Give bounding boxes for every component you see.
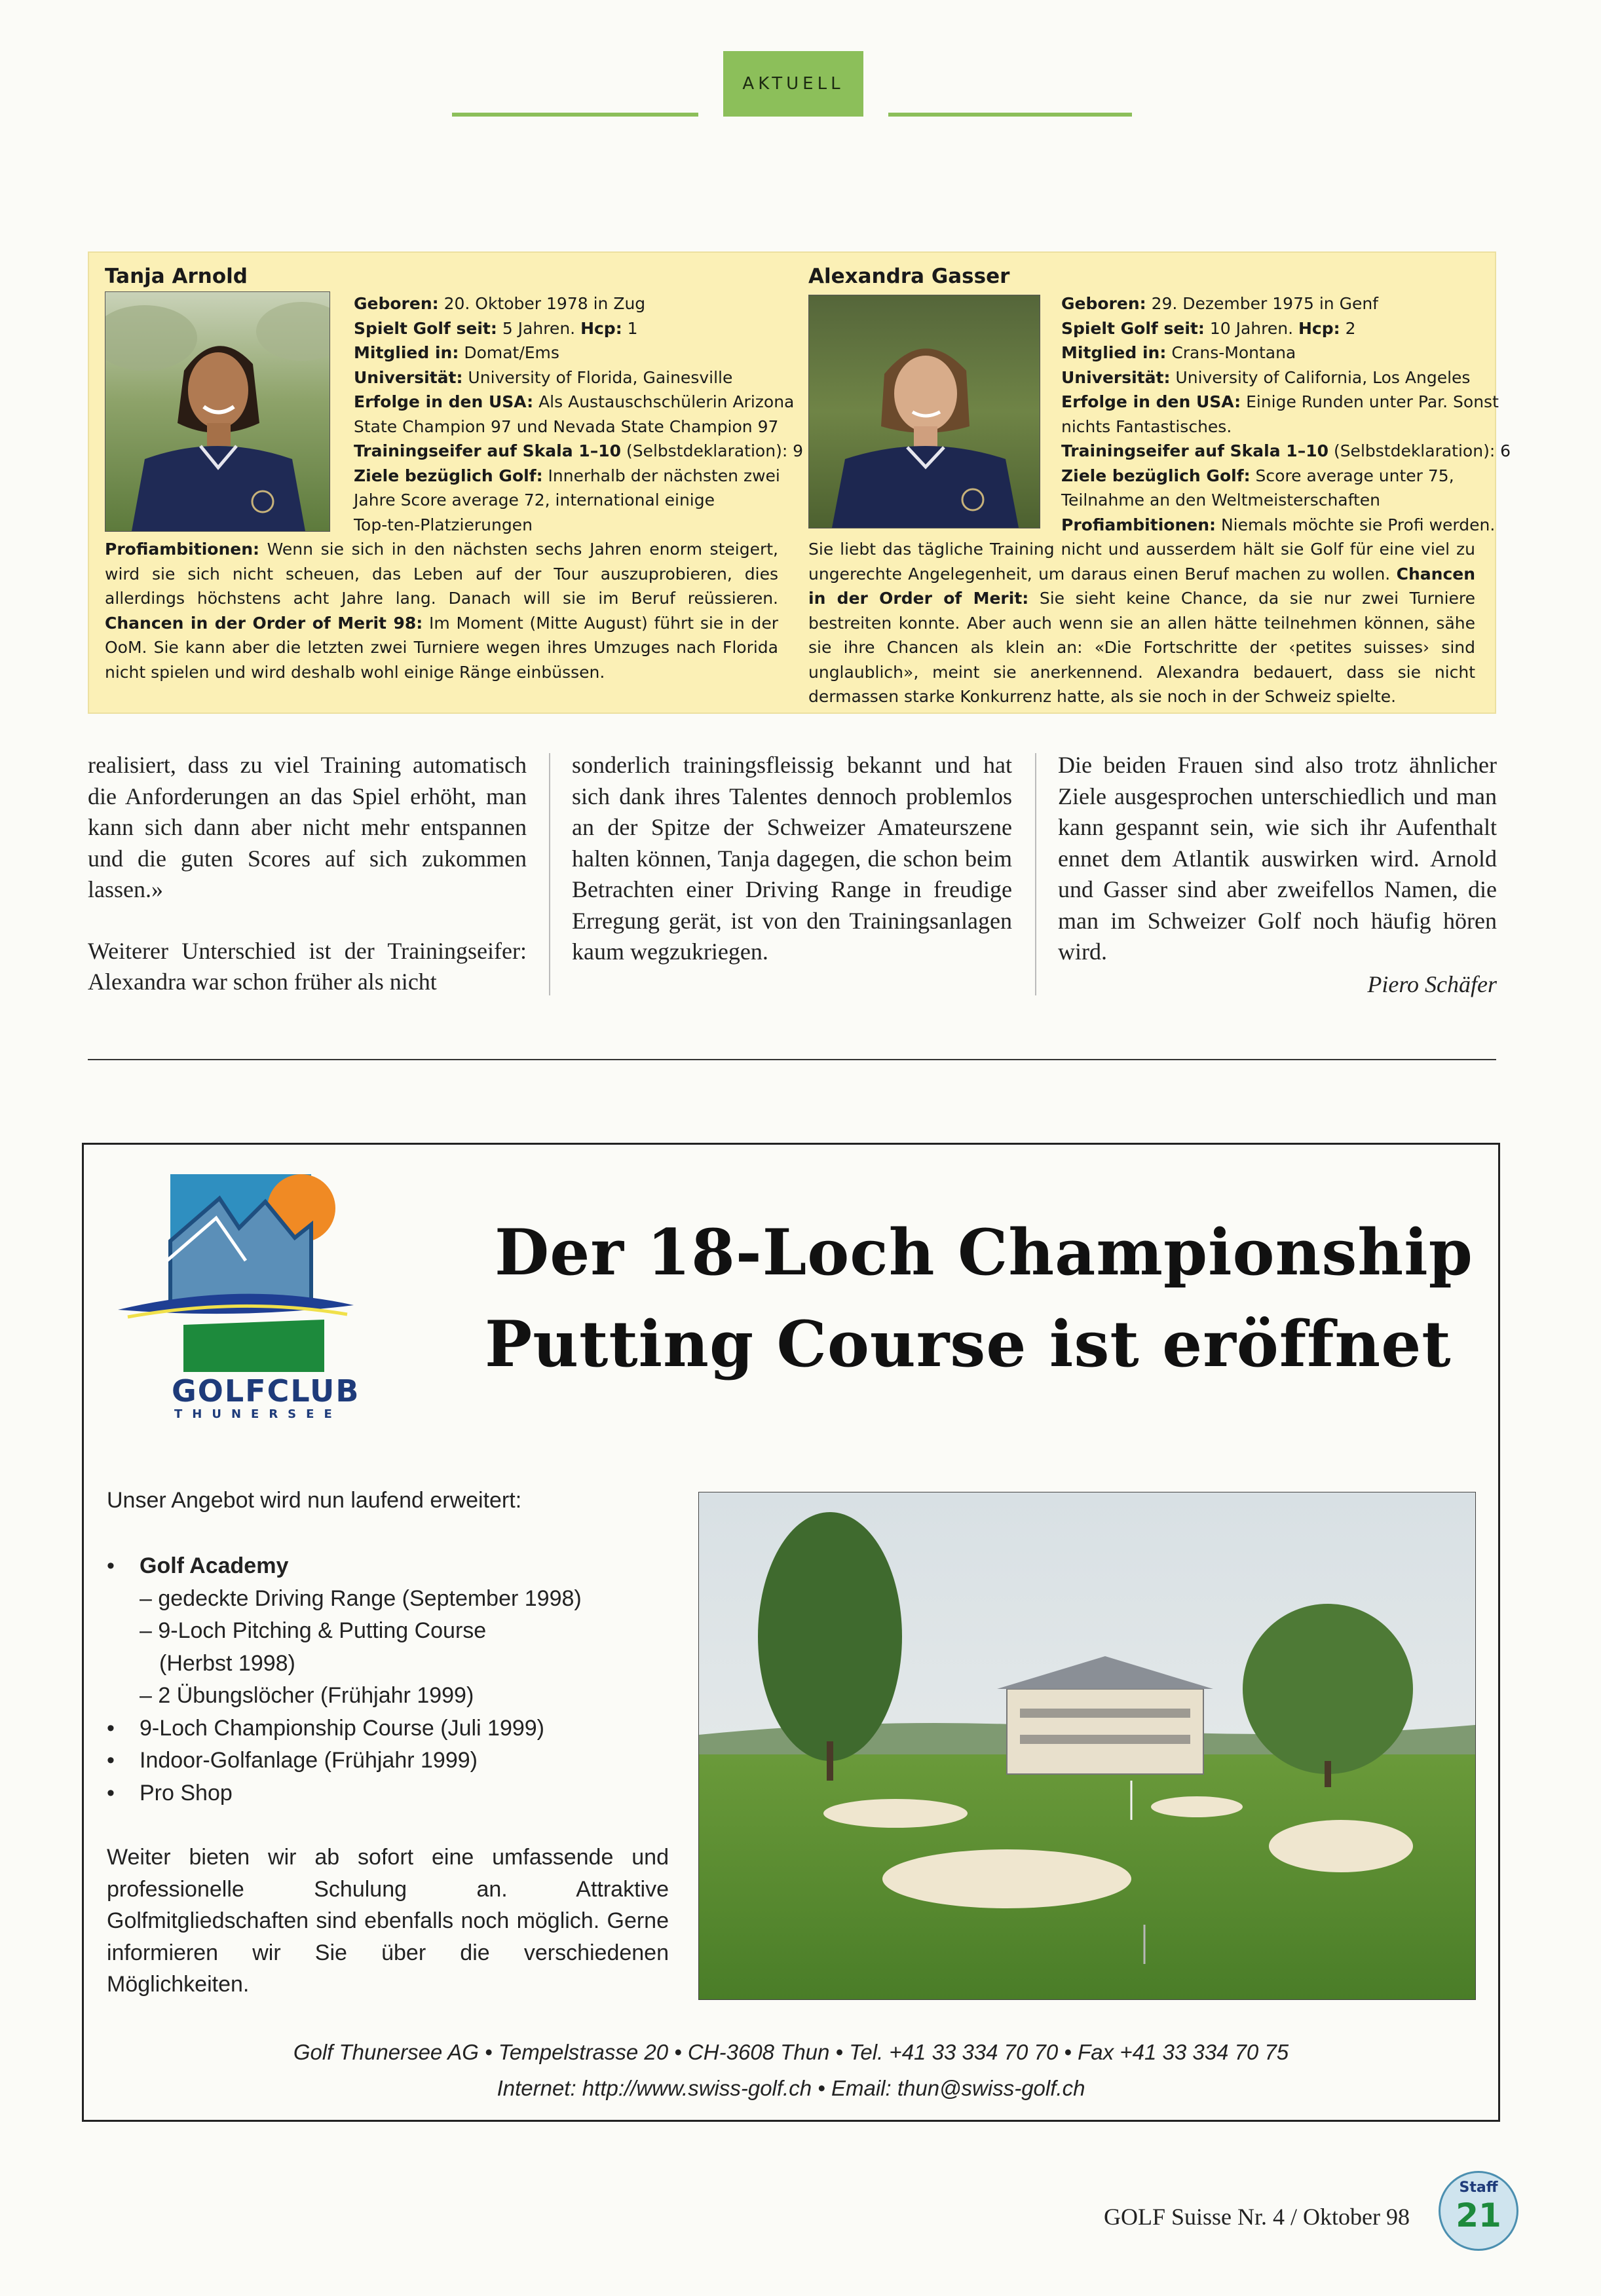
badge-brand: Staff <box>1459 2179 1498 2196</box>
offer-intro: Unser Angebot wird nun laufend erweitert: <box>107 1488 522 1513</box>
offer-subitem: – 9-Loch Pitching & Putting Course <box>140 1618 487 1643</box>
offer-description: Weiter bieten wir ab sofort eine umfassende und professionelle Schulung an. Attraktive Golfmitgliedschaften sind ebenfalls noch möglich. Gerne informieren wir Sie über die verschiedenen Möglichkeiten. <box>107 1845 669 1997</box>
logo-wordmark: GOLFCLUB <box>172 1373 360 1409</box>
page-number: 21 <box>1456 2196 1501 2234</box>
contact-address: Golf Thunersee AG • Tempelstrasse 20 • CH-3608 Thun • Tel. +41 33 334 70 70 • Fax +41 33 334 70 75 <box>293 2040 1289 2064</box>
page-number-badge <box>1439 2171 1518 2251</box>
offer-subitem: – 2 Übungslöcher (Frühjahr 1999) <box>140 1683 474 1708</box>
offer-item: • Pro Shop <box>107 1780 233 1805</box>
ad-headline-line-1: Der 18-Loch Championship <box>495 1215 1473 1289</box>
article-column-2: sonderlich trainingsfleissig bekannt und hat sich dank ihres Talentes dennoch problemlos an der Spitze der Schweizer Amateurszene halten können, Tanja dagegen, die schon beim Betrachten einer Driving Range in freudige Erregung gerät, ist von den Trainingsanlagen kaum wegzukriegen. <box>572 752 1012 965</box>
offer-subitem: – gedeckte Driving Range (September 1998) <box>140 1585 582 1611</box>
alexandra-facts: Geboren: 29. Dezember 1975 in Genf Spielt Golf seit: 10 Jahren. Hcp: 2 Mitglied in: Crans-Montana Universität: University of California, Los Angeles Erfolge in den USA: Einige Runden unter Par. Sonst nichts Fantastisches. Trainingseifer auf Skala 1–10 (Selbstdeklaration): 6 Ziele bezüglich Golf: Score average unter 75, Teilnahme an den Weltmeisterschaften Profiambitionen: Niemals möchte sie Profi werden. <box>1061 294 1511 534</box>
article-col1-para1: realisiert, dass zu viel Training automatisch die Anforderungen an das Spiel erhöht, man kann sich dann aber nicht mehr entspannen und die guten Scores auf sich zukommen lassen.» <box>88 752 527 902</box>
ad-headline-line-2: Putting Course ist eröffnet <box>485 1307 1452 1381</box>
profile-name-alexandra: Alexandra Gasser <box>808 265 1010 288</box>
header-rule-right <box>888 113 1132 117</box>
offer-subitem: (Herbst 1998) <box>159 1650 295 1676</box>
photo-tanja-arnold <box>105 291 330 532</box>
section-divider <box>88 1059 1496 1060</box>
tanja-profile-text: Profiambitionen: Wenn sie sich in den nächsten sechs Jahren enorm steigert, wird sie sich nicht scheuen, das Leben auf der Tour auszuprobieren, dies allerdings höchstens acht Jahre lang. Danach will sie im Beruf reüssieren. Chancen in der Order of Merit 98: Im Moment (Mitte August) führt sie in der OoM. Sie kann aber die letzten zwei Turniere wegen ihres Umzuges nach Florida nicht spielen und wird deshalb wohl einige Ränge einbüssen. <box>105 540 778 682</box>
publication-footer: GOLF Suisse Nr. 4 / Oktober 98 <box>1104 2204 1410 2230</box>
offer-list <box>107 1550 582 1809</box>
clubhouse-photo <box>698 1492 1476 2000</box>
golfclub-thunersee-logo <box>105 1162 380 1421</box>
offer-item: • Golf Academy <box>107 1553 289 1578</box>
column-rule-1 <box>549 753 550 995</box>
article-column-3: Die beiden Frauen sind also trotz ähnlicher Ziele ausgesprochen unterschiedlich und man kann gespannt sein, wie sich ihr Aufenthalt ennet dem Atlantik auswirken wird. Arnold und Gasser sind aber zweifellos Namen, die man im Schweizer Golf noch häufig hören wird. <box>1058 752 1497 965</box>
photo-alexandra-gasser <box>808 295 1040 528</box>
logo-subtitle: THUNERSEE <box>174 1407 342 1421</box>
column-rule-2 <box>1035 753 1036 995</box>
offer-item: • Indoor-Golfanlage (Frühjahr 1999) <box>107 1748 478 1773</box>
tanja-facts: Geboren: 20. Oktober 1978 in Zug Spielt Golf seit: 5 Jahren. Hcp: 1 Mitglied in: Domat/Ems Universität: University of Florida, Gainesville Erfolge in den USA: Als Austauschschülerin Arizona State Champion 97 und Nevada State Champion 97 Trainingseifer auf Skala 1–10 (Selbstdeklaration): 9 Ziele bezüglich Golf: Innerhalb der nächsten zwei Jahre Score average 72, international einige Top-ten-Platzierungen <box>354 294 804 534</box>
offer-item: • 9-Loch Championship Course (Juli 1999) <box>107 1715 544 1741</box>
alexandra-profile-text: Sie liebt das tägliche Training nicht und ausserdem hält sie Golf für eine viel zu ungerechte Angelegenheit, um daraus einen Beruf machen zu wollen. Chancen in der Order of Merit: Sie sieht keine Chance, da sie nur zwei Turniere bestreiten konnte. Aber auch wenn sie an allen hätte teilnehmen können, sähe sie ihre Chancen als klein an: «Die Fortschritte der ‹petites suisses› sind unglaublich», meint sie anerkennend. Alexandra bedauert, dass sie nicht dermassen starke Konkurrenz hatte, als sie noch in der Schweiz spielte. <box>808 540 1476 706</box>
contact-web-email: Internet: http://www.swiss-golf.ch • Email: thun@swiss-golf.ch <box>497 2076 1085 2100</box>
article-column-1 <box>88 750 527 998</box>
section-tag: AKTUELL <box>723 51 863 117</box>
article-col1-para2: Weiterer Unterschied ist der Trainingseifer: Alexandra war schon früher als nicht <box>88 937 527 995</box>
profile-name-tanja: Tanja Arnold <box>105 265 248 288</box>
author-byline: Piero Schäfer <box>1367 971 1497 997</box>
header-rule-left <box>452 113 698 117</box>
